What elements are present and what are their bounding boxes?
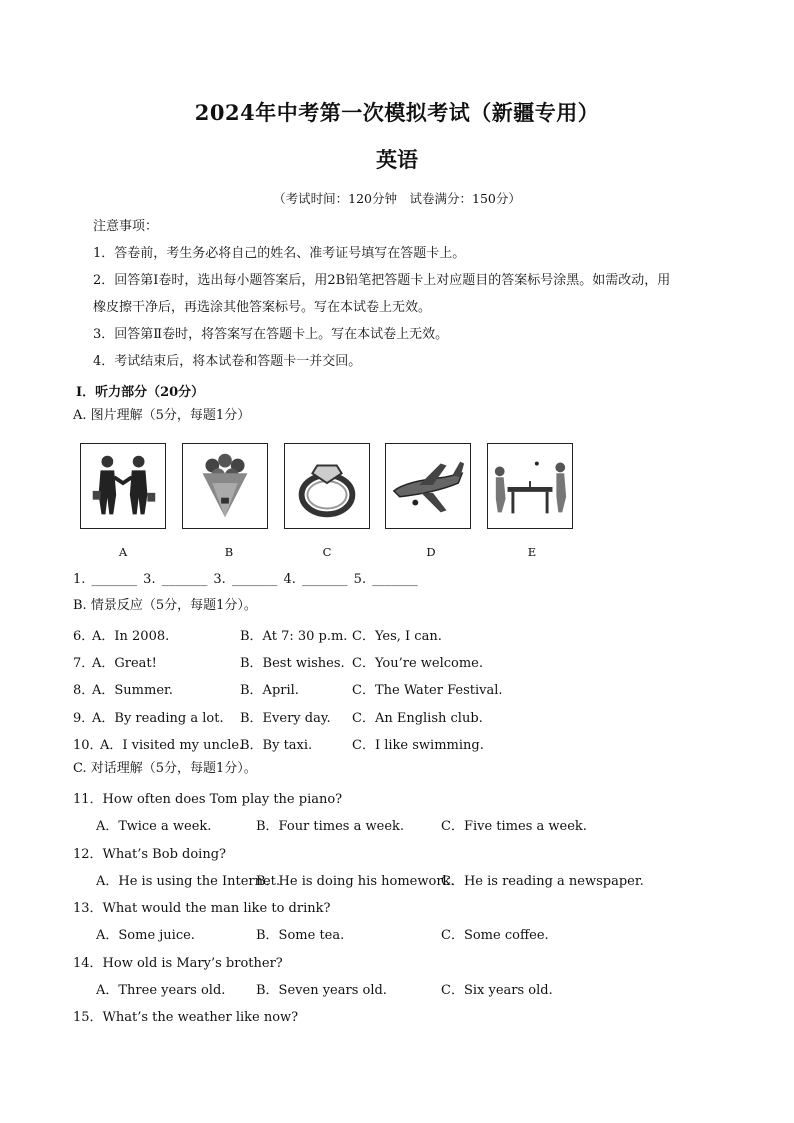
- listening-section-heading: Ⅰ．听力部分（20分）: [76, 385, 205, 400]
- handshake-icon: [81, 444, 165, 528]
- option-b: B．At 7: 30 p.m.: [240, 629, 348, 644]
- option-a: A．In 2008.: [92, 629, 170, 644]
- note-item: 2．回答第Ⅰ卷时，选出每小题答案后，用2B铅笔把答题卡上对应题目的答案标号涂黑。如需改动，用: [93, 273, 671, 288]
- option-a: A．Twice a week.: [96, 819, 212, 834]
- option-a: A．Great!: [92, 656, 157, 671]
- answer-blanks: 1. _______ 3. _______ 3. _______ 4. _______ 5. _______: [73, 572, 418, 587]
- question-text: 15．What’s the weather like now?: [73, 1010, 299, 1025]
- option-c: C．Six years old.: [441, 983, 553, 998]
- note-item: 4．考试结束后，将本试卷和答题卡一并交回。: [93, 354, 362, 369]
- option-b: B．Four times a week.: [256, 819, 405, 834]
- option-a: A．By reading a lot.: [92, 711, 224, 726]
- question-text: 12．What’s Bob doing?: [73, 847, 226, 862]
- exam-info: （考试时间：120分钟 试卷满分：150分）: [273, 191, 521, 206]
- picture-e: [487, 443, 573, 529]
- picture-label: B: [224, 545, 234, 559]
- picture-c: [284, 443, 370, 529]
- option-b: B．Every day.: [240, 711, 331, 726]
- option-c: C．Yes, I can.: [352, 629, 442, 644]
- picture-a: [80, 443, 166, 529]
- option-a: A．He is using the Internet.: [96, 874, 281, 889]
- option-a: A．Three years old.: [96, 983, 226, 998]
- picture-label: C: [322, 545, 332, 559]
- flower-bouquet-icon: [183, 444, 267, 528]
- option-b: B．Seven years old.: [256, 983, 387, 998]
- option-b: B．By taxi.: [240, 738, 313, 753]
- section-b-heading: B. 情景反应（5分，每题1分）。: [73, 598, 257, 613]
- option-c: C．Some coffee.: [441, 928, 549, 943]
- option-c: C．You’re welcome.: [352, 656, 484, 671]
- picture-label: A: [118, 545, 128, 559]
- note-item: 橡皮擦干净后，再选涂其他答案标号。写在本试卷上无效。: [93, 300, 432, 315]
- question-number: 6．: [73, 629, 95, 644]
- notes-heading: 注意事项：: [93, 219, 159, 234]
- option-c: C．I like swimming.: [352, 738, 484, 753]
- section-c-heading: C. 对话理解（5分，每题1分）。: [73, 761, 257, 776]
- picture-label: E: [527, 545, 537, 559]
- question-number: 7．: [73, 656, 95, 671]
- option-b: B．Some tea.: [256, 928, 345, 943]
- question-text: 13．What would the man like to drink?: [73, 901, 331, 916]
- picture-label: D: [426, 545, 436, 559]
- section-a-heading: A. 图片理解（5分，每题1分）: [73, 408, 251, 423]
- picture-d: [385, 443, 471, 529]
- option-a: A．I visited my uncle.: [100, 738, 244, 753]
- diamond-ring-icon: [285, 444, 369, 528]
- note-item: 3．回答第Ⅱ卷时，将答案写在答题卡上。写在本试卷上无效。: [93, 327, 449, 342]
- option-c: C．Five times a week.: [441, 819, 587, 834]
- question-number: 8．: [73, 683, 95, 698]
- option-c: C．The Water Festival.: [352, 683, 503, 698]
- question-number: 10．: [73, 738, 103, 753]
- picture-b: [182, 443, 268, 529]
- option-b: B．Best wishes.: [240, 656, 345, 671]
- option-b: B．April.: [240, 683, 299, 698]
- option-c: C．He is reading a newspaper.: [441, 874, 644, 889]
- note-item: 1．答卷前，考生务必将自己的姓名、准考证号填写在答题卡上。: [93, 246, 466, 261]
- question-number: 9．: [73, 711, 95, 726]
- option-a: A．Some juice.: [96, 928, 195, 943]
- option-b: B．He is doing his homework.: [256, 874, 455, 889]
- question-text: 14．How old is Mary’s brother?: [73, 956, 283, 971]
- subject-title: 英语: [376, 147, 418, 172]
- option-c: C．An English club.: [352, 711, 483, 726]
- table-tennis-icon: [488, 444, 572, 528]
- airplane-icon: [386, 444, 470, 528]
- question-text: 11．How often does Tom play the piano?: [73, 792, 343, 807]
- option-a: A．Summer.: [92, 683, 173, 698]
- exam-title: 2024年中考第一次模拟考试（新疆专用）: [194, 100, 600, 125]
